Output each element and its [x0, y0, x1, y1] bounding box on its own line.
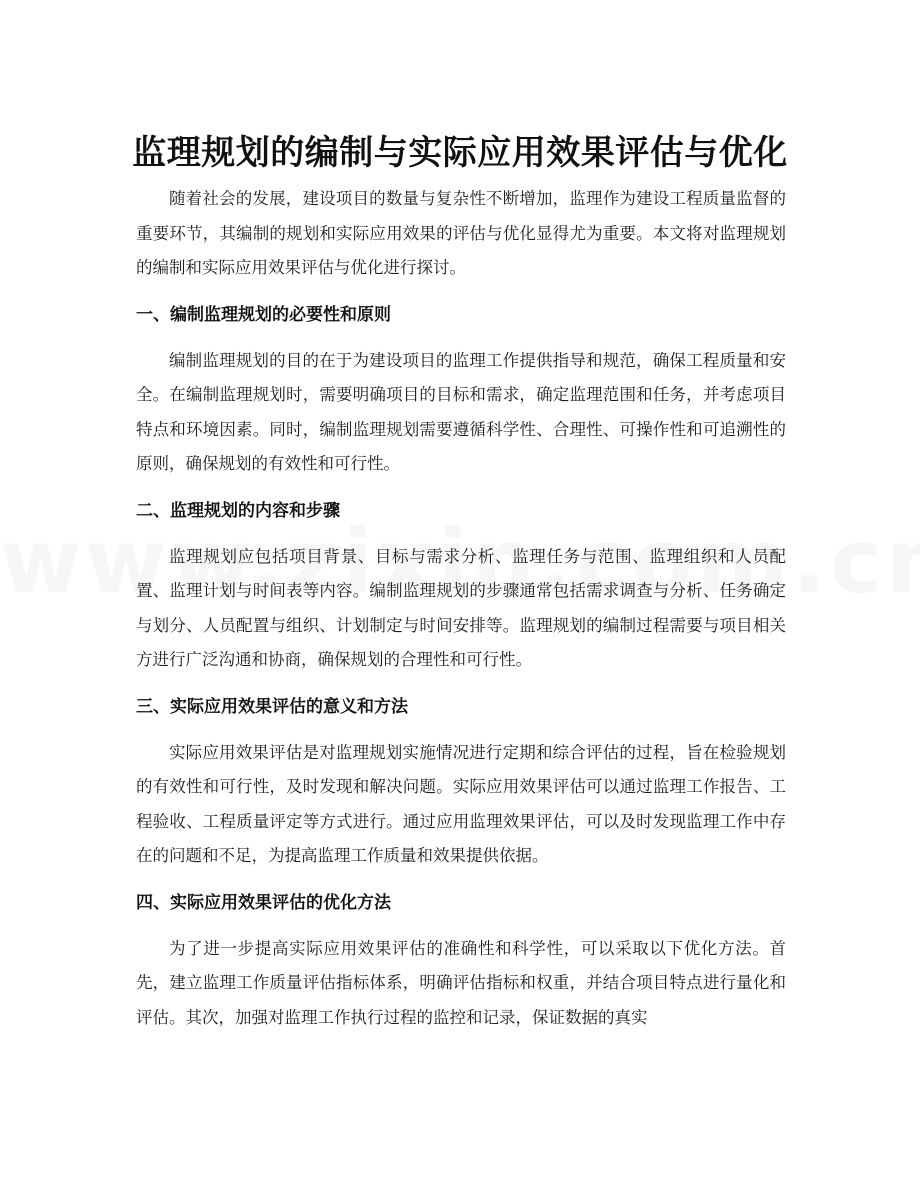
section-heading-2: 二、监理规划的内容和步骤 [136, 500, 340, 521]
section-heading-3: 三、实际应用效果评估的意义和方法 [136, 696, 408, 717]
intro-paragraph: 随着社会的发展，建设项目的数量与复杂性不断增加，监理作为建设工程质量监督的重要环节，其编制的规划和实际应用效果的评估与优化显得尤为重要。本文将对监理规划的编制和实际应用效果评估与优化进行探讨。 [136, 189, 786, 277]
section-heading-4: 四、实际应用效果评估的优化方法 [136, 892, 391, 913]
section-paragraph-2: 监理规划应包括项目背景、目标与需求分析、监理任务与范围、监理组织和人员配置、监理计划与时间表等内容。编制监理规划的步骤通常包括需求调查与分析、任务确定与划分、人员配置与组织、计划制定与时间安排等。监理规划的编制过程需要与项目相关方进行广泛沟通和协商，确保规划的合理性和可行性。 [136, 546, 786, 669]
section-paragraph-4: 为了进一步提高实际应用效果评估的准确性和科学性，可以采取以下优化方法。首先，建立监理工作质量评估指标体系，明确评估指标和权重，并结合项目特点进行量化和评估。其次，加强对监理工作执行过程的监控和记录，保证数据的真实 [136, 938, 786, 1027]
document-body [136, 182, 786, 1035]
section-paragraph-1: 编制监理规划的目的在于为建设项目的监理工作提供指导和规范，确保工程质量和安全。在编制监理规划时，需要明确项目的目标和需求，确定监理范围和任务，并考虑项目特点和环境因素。同时，编制监理规划需要遵循科学性、合理性、可操作性和可追溯性的原则，确保规划的有效性和可行性。 [136, 350, 786, 473]
section-heading-1: 一、编制监理规划的必要性和原则 [136, 304, 391, 325]
section-paragraph-3: 实际应用效果评估是对监理规划实施情况进行定期和综合评估的过程，旨在检验规划的有效性和可行性，及时发现和解决问题。实际应用效果评估可以通过监理工作报告、工程验收、工程质量评定等方式进行。通过应用监理效果评估，可以及时发现监理工作中存在的问题和不足，为提高监理工作质量和效果提供依据。 [136, 742, 786, 865]
page-title: 监理规划的编制与实际应用效果评估与优化 [132, 132, 788, 173]
